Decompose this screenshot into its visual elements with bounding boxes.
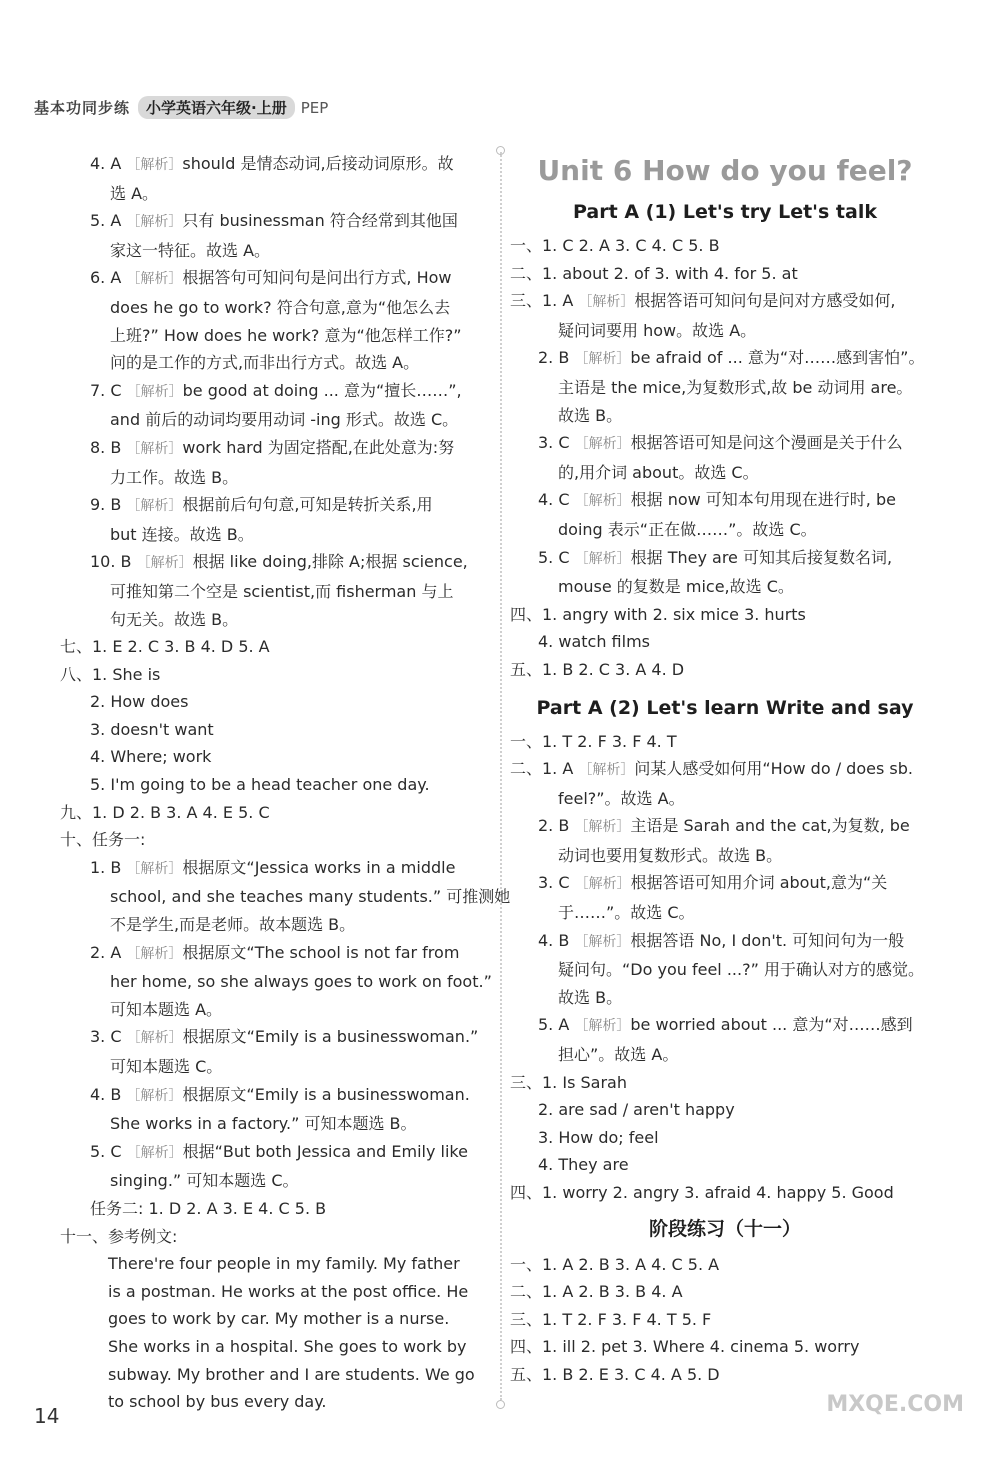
answer-text: be worried about ... 意为“对……感到 [630,1015,913,1035]
answer-line [510,842,940,870]
divider-bottom-dot [496,1400,505,1409]
analysis-tag: ［解析］ [126,440,183,457]
answer-line [510,728,940,756]
answer-line [510,317,940,345]
answer-line [60,1110,490,1138]
answer-line [60,264,490,294]
part2-title: Part A (2) Let's learn Write and say [536,696,914,719]
analysis-tag: ［解析］ [126,1144,183,1161]
watermark-stamp: MXQE.COM [826,1392,964,1417]
part1-title: Part A (1) Let's try Let's talk [573,201,877,223]
answer-text: 的,用介词 about。故选 C。 [558,462,759,482]
answer-number: 5. C [90,1141,127,1161]
unit-title: Unit 6 How do you feel? [537,154,913,187]
answer-text: 4. watch films [538,632,650,652]
answer-text: 不是学生,而是老师。故本题选 B。 [110,915,356,935]
answer-text: 二、1. A 2. B 3. B 4. A [510,1282,683,1302]
answer-text: 2. are sad / aren't happy [538,1100,735,1120]
analysis-tag: ［解析］ [126,157,183,173]
answer-line [60,1195,490,1223]
answer-text: 根据原文“Emily is a businesswoman. [182,1084,470,1104]
answer-text: 三、1. T 2. F 3. F 4. T 5. F [510,1309,712,1329]
answer-text: and 前后的动词均要用动词 -ing 形式。故选 C。 [110,410,459,430]
answer-line [60,464,490,492]
right-column [510,150,940,1389]
analysis-tag: ［解析］ [126,860,183,877]
analysis-tag: ［解析］ [126,1087,183,1104]
answer-text: does he go to work? 符合句意,意为“他怎么去 [110,297,451,317]
answer-text: her home, so she always goes to work on foot.” [110,972,492,992]
answer-line [60,237,490,265]
answer-line [510,785,940,813]
answer-line [60,322,490,350]
answer-line [510,1333,940,1361]
answer-line [510,402,940,430]
answer-text: 十、任务一: [60,830,146,850]
analysis-tag: ［解析］ [136,555,193,572]
answer-line [60,521,490,549]
answer-line [60,1053,490,1081]
answer-line [60,1278,490,1306]
answer-line [60,434,490,464]
answer-number: 4. B [90,1084,127,1104]
answer-text: is a postman. He works at the post office. He [108,1281,469,1301]
answer-text: 根据 like doing,排除 A;根据 science, [192,552,468,572]
answer-number: 5. A [538,1015,575,1035]
answer-line [60,1167,490,1195]
answer-line [510,1251,940,1279]
answer-text: 四、1. angry with 2. six mice 3. hurts [510,604,806,624]
answer-text: 一、1. C 2. A 3. C 4. C 5. B [510,236,720,255]
answer-line [510,344,940,374]
answer-line [60,883,511,911]
answer-line [510,1278,940,1306]
answer-line [510,544,940,574]
answer-line [60,150,490,180]
book-badge: 小学英语六年级·上册 [138,96,295,119]
answer-text: doing 表示“正在做……”。故选 C。 [558,519,817,539]
answer-text: 4. They are [538,1155,629,1175]
answer-text: 根据原文“Emily is a businesswoman.” [182,1027,479,1047]
answer-text: 力工作。故选 B。 [110,467,239,487]
answer-line [60,1081,490,1111]
page-header [34,96,328,119]
column-divider [500,152,502,1400]
answer-text: 故选 B。 [558,987,623,1007]
answer-number: 5. C [538,547,575,567]
analysis-tag: ［解析］ [574,819,631,836]
answer-text: 主语是 Sarah and the cat,为复数, be [630,816,910,836]
answer-line [60,377,490,407]
analysis-tag: ［解析］ [578,762,635,779]
answer-text: 5. I'm going to be a head teacher one day. [90,775,430,795]
answer-line [510,232,940,260]
answer-line [510,1096,940,1124]
answer-number: 2. A [90,942,127,962]
answer-line [510,1179,940,1207]
answer-text: 可知本题选 A。 [110,999,223,1019]
answer-text: She works in a hospital. She goes to work by [108,1336,467,1356]
answer-number: 3. C [90,1027,127,1047]
answer-line [60,716,490,744]
answer-text: 可知本题选 C。 [110,1057,223,1076]
answer-text: work hard 为固定搭配,在此处意为:努 [182,437,455,457]
answer-line [60,688,490,716]
answer-line [60,826,490,854]
answer-text: 五、1. B 2. E 3. C 4. A 5. D [510,1364,720,1384]
answer-text: 家这一特征。故选 A。 [110,240,271,260]
answer-line [60,771,490,799]
answer-text: 根据答句可知问句是问出行方式, How [182,268,452,288]
answer-text: be good at doing ... 意为“擅长……”, [182,380,462,400]
answer-line [60,1333,490,1361]
answer-text: 疑问词要用 how。故选 A。 [558,320,757,340]
answer-line [510,1069,940,1097]
answer-line [60,1023,490,1053]
answer-line [60,349,490,377]
analysis-tag: ［解析］ [126,1030,183,1047]
answer-line [510,260,940,288]
answer-number: 8. B [90,437,127,457]
answer-line [510,899,940,927]
answer-text: There're four people in my family. My father [108,1254,460,1274]
answer-line [510,927,940,957]
analysis-tag: ［解析］ [126,498,183,515]
answer-line [60,633,490,661]
answer-line [60,406,490,434]
answer-text: 根据前后句句意,可知是转折关系,用 [182,495,433,515]
answer-text: 五、1. B 2. C 3. A 4. D [510,659,685,679]
answer-line [60,180,490,208]
answer-text: She works in a factory.” 可知本题选 B。 [110,1114,417,1134]
analysis-tag: ［解析］ [126,945,183,962]
answer-text: 疑问句。“Do you feel ...?” 用于确认对方的感觉。 [558,960,924,980]
answer-text: should 是情态动词,后接动词原形。故 [182,154,454,173]
answer-line [510,573,940,601]
answer-text: singing.” 可知本题选 C。 [110,1171,299,1191]
answer-line [510,459,940,487]
series-title: 基本功同步练 [34,99,131,117]
answer-text: 2. How does [90,692,189,712]
answer-text: 故选 B。 [558,405,623,425]
answer-text: 根据原文“Jessica works in a middle [182,857,456,877]
analysis-tag: ［解析］ [574,933,631,950]
answer-text: school, and she teaches many students.” 可推测她 [110,887,511,907]
answer-text: feel?”。故选 A。 [558,788,685,808]
answer-number: 7. C [90,380,127,400]
answer-text: 根据答语可知是问这个漫画是关于什么 [630,433,903,453]
answer-line [60,491,490,521]
answer-text: 一、1. T 2. F 3. F 4. T [510,731,677,751]
answer-text: 问的是工作的方式,而非出行方式。故选 A。 [110,353,420,373]
answer-line [510,374,940,402]
answer-number: 10. B [90,552,137,572]
part2-answers [510,728,940,1207]
analysis-tag: ［解析］ [574,351,631,368]
answer-text: 八、1. She is [60,664,161,684]
answer-text: 九、1. D 2. B 3. A 4. E 5. C [60,802,270,822]
answer-text: 动词也要用复数形式。故选 B。 [558,845,783,865]
answer-line [60,743,490,771]
answer-text: 四、1. ill 2. pet 3. Where 4. cinema 5. worry [510,1337,860,1357]
answer-text: 四、1. worry 2. angry 3. afraid 4. happy 5. Good [510,1183,894,1202]
answer-line [510,628,940,656]
analysis-tag: ［解析］ [126,271,183,288]
answer-line [510,755,940,785]
answer-text: 根据答语 No, I don't. 可知问句为一般 [630,930,905,950]
answer-text: 选 A。 [110,183,159,203]
part1-answers [510,232,940,684]
answer-number: 6. A [90,268,127,288]
answer-line [60,294,490,322]
answer-number: 4. C [538,490,575,510]
answer-text: 问某人感受如何用“How do / does sb. [634,759,913,779]
answer-line [60,939,490,969]
answer-text: 主语是 the mice,为复数形式,故 be 动词用 are。 [558,377,913,397]
answer-text: 根据 now 可知本句用现在进行时, be [630,490,896,510]
answer-text: 上班?” How does he work? 意为“他怎样工作?” [110,325,462,345]
answer-text: subway. My brother and I are students. We go [108,1364,475,1384]
answer-line [60,207,490,237]
answer-line [510,429,940,459]
answer-line [60,1305,490,1333]
analysis-tag: ［解析］ [574,550,631,567]
answer-line [510,812,940,842]
answer-number: 1. B [90,857,127,877]
answer-text: 二、1. about 2. of 3. with 4. for 5. at [510,263,798,283]
answer-line [60,661,490,689]
answer-line [510,1124,940,1152]
answer-line [60,911,490,939]
answer-line [510,956,940,984]
answer-number: 2. B [538,816,575,836]
answer-line [60,799,490,827]
answer-text: 只有 businessman 符合经常到其他国 [182,211,458,231]
answer-line [60,548,490,578]
answer-text: 4. Where; work [90,747,212,767]
analysis-tag: ［解析］ [574,876,631,893]
answer-text: 于……”。故选 C。 [558,903,695,923]
analysis-tag: ［解析］ [578,294,635,311]
answer-line [60,854,490,884]
page-number: 14 [34,1404,60,1428]
analysis-tag: ［解析］ [574,1018,631,1035]
analysis-tag: ［解析］ [574,436,631,453]
answer-text: to school by bus every day. [108,1392,327,1412]
answer-number: 5. A [90,211,127,231]
answer-number: 2. B [538,348,575,368]
answer-text: 担心”。故选 A。 [558,1045,679,1065]
analysis-tag: ［解析］ [126,383,183,400]
answer-text: 3. How do; feel [538,1127,659,1147]
answer-line [510,1041,940,1069]
answer-line [60,1361,490,1389]
answer-line [510,486,940,516]
answer-line [60,1138,490,1168]
answer-line [510,869,940,899]
answer-text: mouse 的复数是 mice,故选 C。 [558,577,794,597]
answer-number: 3. C [538,873,575,893]
answer-line [510,1151,940,1179]
answer-number: 三、1. A [510,291,579,311]
answer-number: 二、1. A [510,759,579,779]
stage-answers [510,1251,940,1389]
answer-line [60,1250,490,1278]
answer-line [510,1306,940,1334]
answer-number: 4. B [538,930,575,950]
answer-text: 任务二: 1. D 2. A 3. E 4. C 5. B [90,1198,327,1218]
answer-text: be afraid of ... 意为“对……感到害怕”。 [630,348,925,368]
answer-text: 根据“But both Jessica and Emily like [182,1141,468,1161]
answer-text: 3. doesn't want [90,719,214,739]
answer-line [510,287,940,317]
answer-line [510,516,940,544]
analysis-tag: ［解析］ [126,214,183,231]
answer-line [60,1388,490,1416]
answer-text: goes to work by car. My mother is a nurse. [108,1309,450,1329]
answer-text: 三、1. Is Sarah [510,1072,627,1092]
answer-number: 9. B [90,495,127,515]
answer-line [510,601,940,629]
answer-line [60,996,490,1024]
answer-line [510,984,940,1012]
left-column [60,150,511,1416]
answer-line [60,968,490,996]
answer-line [60,578,490,606]
answer-line [510,1361,940,1389]
analysis-tag: ［解析］ [574,493,631,510]
answer-text: 根据 They are 可知其后接复数名词, [630,547,893,567]
answer-number: 4. A [90,154,127,173]
edition-label: PEP [300,98,329,117]
answer-text: 七、1. E 2. C 3. B 4. D 5. A [60,637,270,657]
answer-text: 句无关。故选 B。 [110,609,239,629]
answer-text: 根据原文“The school is not far from [182,942,460,962]
answer-number: 3. C [538,433,575,453]
answer-text: 一、1. A 2. B 3. A 4. C 5. A [510,1254,720,1274]
answer-text: 根据答语可知用介词 about,意为“关 [630,873,888,893]
answer-line [60,606,490,634]
answer-line [60,1223,490,1251]
answer-text: 根据答语可知问句是问对方感受如何, [634,291,896,311]
answer-line [510,1011,940,1041]
stage-title: 阶段练习（十一） [648,1217,801,1240]
answer-text: 十一、参考例文: [60,1226,178,1246]
answer-line [510,656,940,684]
answer-text: but 连接。故选 B。 [110,524,254,544]
answer-text: 可推知第二个空是 scientist,而 fisherman 与上 [110,581,454,601]
